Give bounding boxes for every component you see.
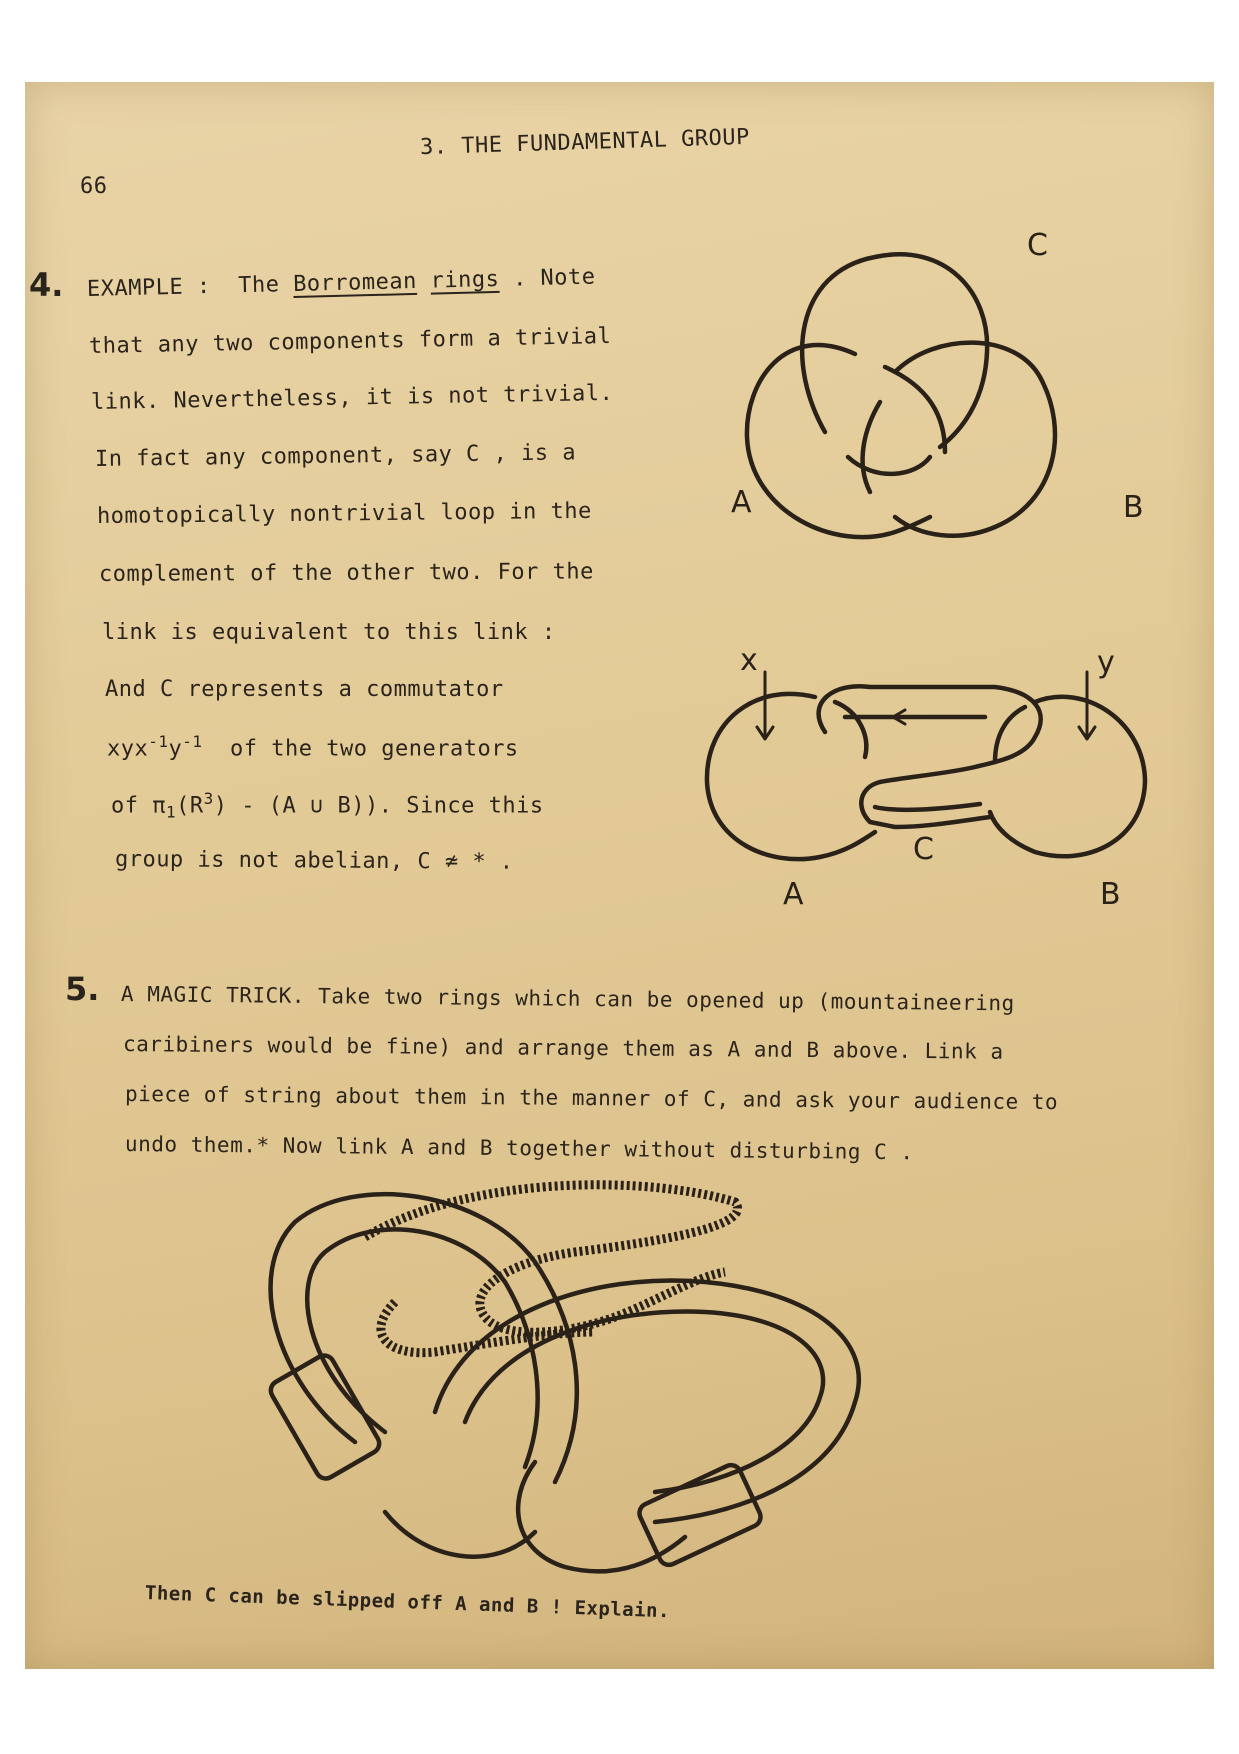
- ex4-line-1: that any two components form a trivial: [88, 323, 612, 359]
- fig2-label-b: B: [1100, 877, 1121, 912]
- example-4-title: [87, 265, 596, 302]
- y-arrow: [1079, 672, 1095, 739]
- example-5-number: 5.: [65, 970, 100, 1008]
- figure-caption: Then C can be slipped off A and B ! Explain.: [144, 1582, 671, 1623]
- ring-c-back: [848, 457, 930, 474]
- word-the: The: [237, 272, 280, 299]
- example-4-number: 4.: [29, 266, 64, 304]
- x-arrow: [757, 672, 773, 739]
- commutator-y: y: [168, 736, 183, 762]
- fig1-label-c: C: [1027, 228, 1048, 263]
- ex5-line-1: A MAGIC TRICK. Take two rings which can be opened up (mountaineering: [120, 982, 1015, 1016]
- ex4-line-2: link. Nevertheless, it is not trivial.: [90, 380, 614, 415]
- fig2-label-a: A: [783, 877, 804, 912]
- book-page-photo: [25, 82, 1214, 1669]
- fig2-label-y: y: [1097, 645, 1115, 680]
- carabiner-trick-figure: [235, 1182, 915, 1612]
- pi-sub: 1: [165, 802, 177, 822]
- ring-b: [895, 343, 1055, 536]
- ex4-line-5: complement of the other two. For the: [98, 559, 594, 587]
- running-title: 3. THE FUNDAMENTAL GROUP: [419, 124, 751, 161]
- link-c-lower: [875, 804, 980, 810]
- word-rings: rings: [430, 266, 500, 294]
- commutator-rest: of the two generators: [230, 736, 519, 762]
- ring-c: [802, 254, 987, 447]
- word-borromean: Borromean: [292, 268, 418, 297]
- carabiner-a-lower: [385, 1512, 535, 1557]
- ex5-line-4: undo them.* Now link A and B together without disturbing C .: [124, 1132, 914, 1165]
- ex5-line-2: caribiners would be fine) and arrange them as A and B above. Link a: [122, 1032, 1004, 1064]
- pi-rest: ) - (A ∪ B)). Since this: [213, 793, 544, 819]
- ring-a-back: [885, 367, 945, 452]
- fig1-label-a: A: [731, 485, 752, 520]
- ex4-pi-line: [111, 789, 544, 822]
- commutator-base: xyx: [107, 736, 149, 762]
- fig1-label-b: B: [1123, 490, 1144, 525]
- ex4-line-6: link is equivalent to this link :: [102, 620, 556, 645]
- ex4-line-4: homotopically nontrivial loop in the: [96, 498, 592, 529]
- carabiner-b-outer: [435, 1281, 859, 1522]
- pi-sup: 3: [203, 789, 214, 808]
- commutator-exp-2: -1: [182, 732, 203, 751]
- ex4-line-3: In fact any component, say C , is a: [94, 440, 577, 472]
- ring-b-circle: [990, 697, 1145, 856]
- commutator-exp-1: -1: [148, 732, 169, 751]
- c-arrow: [893, 710, 925, 724]
- example-label: EXAMPLE :: [86, 273, 211, 302]
- equivalent-link-figure: [695, 642, 1165, 932]
- ring-a-inner: [835, 702, 866, 757]
- fig2-label-c: C: [913, 832, 934, 867]
- title-tail: . Note: [512, 264, 596, 292]
- fig2-label-x: x: [740, 643, 758, 678]
- ex4-line-7: And C represents a commutator: [105, 677, 504, 702]
- page-number: 66: [80, 174, 108, 199]
- ex5-line-3: piece of string about them in the manner of C, and ask your audience to: [124, 1082, 1059, 1115]
- pi-arg: (R: [176, 793, 204, 819]
- borromean-rings-figure: [725, 202, 1165, 622]
- ex4-commutator-line: [107, 732, 519, 761]
- ring-b-back: [863, 402, 880, 492]
- link-c: [819, 686, 1041, 827]
- ex4-last-line: group is not abelian, C ≄ * .: [114, 847, 514, 875]
- pi-of: of π: [111, 793, 166, 819]
